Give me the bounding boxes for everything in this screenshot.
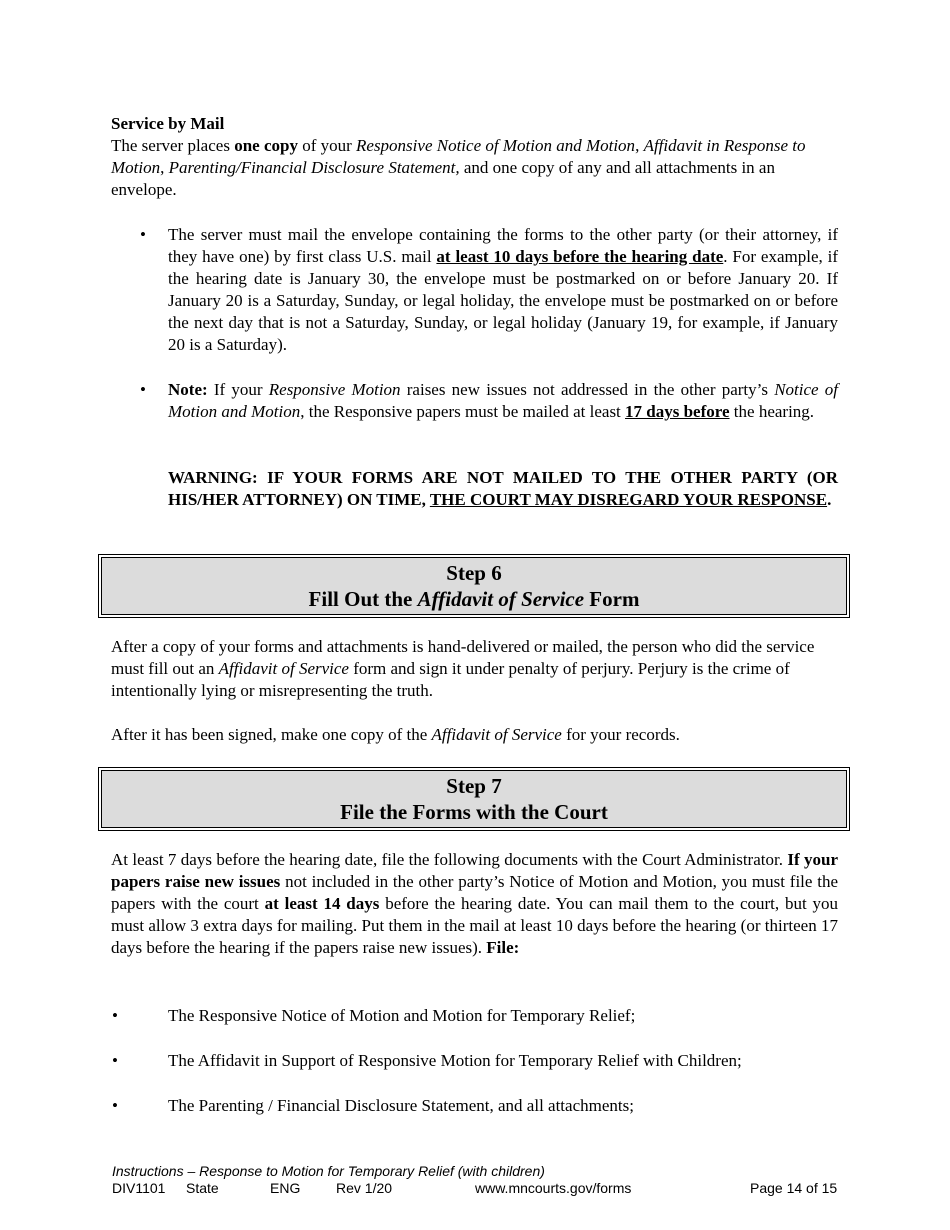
footer-language: ENG xyxy=(270,1180,301,1196)
step-6-title: Fill Out the Affidavit of Service Form xyxy=(308,587,640,611)
file-list-item: The Affidavit in Support of Responsive Motion for Temporary Relief with Children; xyxy=(168,1051,742,1070)
step-7-header xyxy=(101,770,847,828)
footer-revision: Rev 1/20 xyxy=(336,1180,393,1196)
footer-title: Instructions – Response to Motion for Temporary Relief (with children) xyxy=(112,1163,545,1179)
footer-url[interactable]: www.mncourts.gov/forms xyxy=(475,1180,632,1196)
service-by-mail-intro: The server places one copy of your Responsive Notice of Motion and Motion, Affidavit in Response to Motion, Parenting/Financial Disclosure Statement, and one copy of any and all attachments in an envelope. xyxy=(111,136,806,199)
bullet-mail-deadline: The server must mail the envelope containing the forms to the other party (or their attorney, if they have one) by first class U.S. mail at least 10 days before the hearing date. For example, if the hearing date is January 30, the envelope must be postmarked on or before January 20. If January 20 is a Saturday, Sunday, or legal holiday, the envelope must be postmarked on or before the next day that is not a Saturday, Sunday, or legal holiday (January 19, for example, if January 20 is a Saturday). xyxy=(168,225,838,354)
step-6-label: Step 6 xyxy=(446,561,502,585)
footer-page-number: Page 14 of 15 xyxy=(750,1180,838,1196)
section-heading-service-by-mail: Service by Mail xyxy=(111,114,225,133)
step-6-header xyxy=(101,557,847,615)
file-list-item: The Parenting / Financial Disclosure Statement, and all attachments; xyxy=(168,1096,634,1115)
bullet-icon: • xyxy=(112,1006,118,1025)
footer-scope: State xyxy=(186,1180,219,1196)
step-7-paragraph: At least 7 days before the hearing date, file the following documents with the Court Administrator. If your papers raise new issues not included in the other party’s Notice of Motion and Motion, you must file the papers with the court at least 14 days before the hearing date. You can mail them to the court, but you must allow 3 extra days for mailing. Put them in the mail at least 10 days before the hearing (or thirteen 17 days before the hearing if the papers raise new issues). File: xyxy=(111,850,838,957)
footer-form-id: DIV1101 xyxy=(112,1180,166,1196)
step-6-paragraph-2: After it has been signed, make one copy of the Affidavit of Service for your records. xyxy=(111,725,680,744)
step-7-label: Step 7 xyxy=(446,774,502,798)
step-6-paragraph-1: After a copy of your forms and attachments is hand-delivered or mailed, the person who did the service must fill out an Affidavit of Service form and sign it under penalty of perjury. Perjury is the crime of intentionally lying or misrepresenting the truth. xyxy=(111,637,815,700)
bullet-icon: • xyxy=(112,1051,118,1070)
step-7-title: File the Forms with the Court xyxy=(340,800,608,824)
bullet-icon: • xyxy=(140,225,146,244)
bullet-note-new-issues: Note: If your Responsive Motion raises new issues not addressed in the other party’s Notice of Motion and Motion, the Responsive papers must be mailed at least 17 days before the hearing. xyxy=(168,380,839,421)
bullet-icon: • xyxy=(140,380,146,399)
bullet-icon: • xyxy=(112,1096,118,1115)
warning-text: WARNING: IF YOUR FORMS ARE NOT MAILED TO THE OTHER PARTY (OR HIS/HER ATTORNEY) ON TIME, THE COURT MAY DISREGARD YOUR RESPONSE. xyxy=(168,468,838,509)
file-list-item: The Responsive Notice of Motion and Motion for Temporary Relief; xyxy=(168,1006,636,1025)
